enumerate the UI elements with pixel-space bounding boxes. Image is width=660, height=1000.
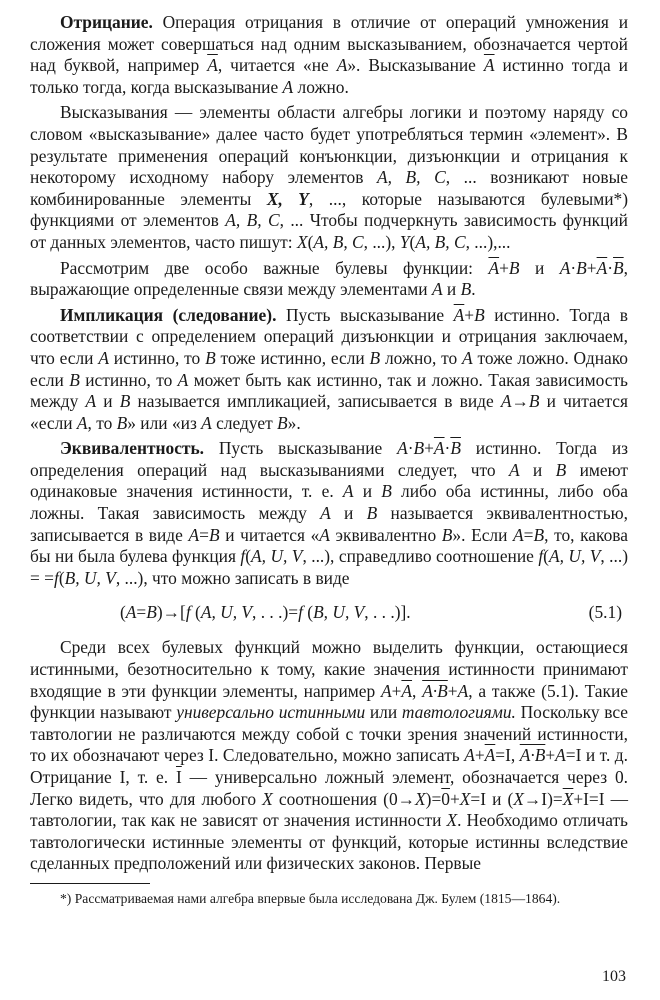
text-run: Высказывания — элементы области алгебры логики и поэтому наряду со словом «высказывание» далее часто будет употребляться термин «элемент». В результате применения операций конъюнкции, дизъюнкции и отрицания к некоторому исходному набору элементов [30, 102, 628, 188]
text-run: , то [87, 412, 117, 433]
text-run: , а также (5.1). Такие функции называют [30, 680, 628, 723]
text-run: $\overline{A}$ [488, 257, 500, 278]
text-run: A [85, 391, 97, 412]
text-run: =I, [495, 745, 520, 766]
text-run: =I и ( [470, 788, 514, 809]
text-run: . [471, 279, 476, 300]
text-run: $\overline{A}$ [484, 745, 496, 766]
paragraph-implication [30, 305, 628, 435]
text-run: Среди всех булевых функций можно выделить функции, остающиеся истинными, безотносительно к тому, какие значения истинности принимают входящие в эти функции элементы, например [30, 637, 628, 701]
text-run: f [538, 546, 544, 567]
paragraph-equivalence [30, 438, 628, 589]
text-run: , . . .)= [252, 602, 299, 623]
text-run: тоже истинно, если [215, 347, 370, 368]
text-run: A [555, 745, 566, 766]
text-run: + [449, 788, 460, 809]
text-run: X [296, 231, 308, 252]
text-run: B [69, 369, 80, 390]
text-run: , [412, 680, 423, 701]
text-run: B [441, 524, 453, 545]
text-run: истинно. Тогда из определения операций над высказываниями следует, что [30, 438, 628, 480]
text-run: имеют одинаковые значения истинности, т. е. [30, 459, 628, 502]
text-run: ложно, то [380, 347, 462, 368]
text-run: $\overline{A}$ [207, 55, 218, 76]
text-run: + [391, 680, 402, 701]
text-run: , ...),... [465, 231, 511, 252]
text-run: B [381, 481, 392, 502]
text-run: , ... возникают новые комбинированные элементы [30, 167, 628, 209]
text-run: и [519, 459, 556, 480]
text-run: · [570, 257, 577, 278]
text-run: , ...), справедливо соотношение [302, 546, 539, 567]
equation-5-1 [30, 601, 628, 623]
text-run: называется импликацией, записывается в виде [130, 391, 501, 412]
text-run: + [545, 745, 556, 766]
text-run: , читается «не [217, 55, 337, 76]
text-run: $\overline{A}$ [596, 257, 608, 278]
text-run: B, U, V [313, 602, 365, 623]
text-run: ( [409, 231, 416, 252]
text-run: соотношения (0→ [272, 788, 416, 809]
text-run: или [365, 702, 402, 723]
text-run: A, U, V [251, 546, 303, 567]
text-run: ( [58, 567, 65, 588]
text-run: A [336, 55, 348, 76]
text-run: + [424, 438, 434, 459]
text-run: и [519, 257, 560, 278]
text-run: A [342, 481, 354, 502]
text-run: ложно. [293, 76, 349, 97]
text-run: истинно, то [79, 369, 178, 390]
text-run: f [240, 546, 246, 567]
text-run: — универсально ложный элемент, обозначается через 0. Легко видеть, что для любого [30, 767, 628, 809]
text-run: тоже ложно. Однако если [30, 347, 628, 390]
text-run: A [177, 369, 189, 390]
text-run: A [282, 76, 294, 97]
text-run: A·B [519, 745, 546, 766]
text-run: A [98, 347, 109, 368]
text-run: f [185, 602, 191, 623]
text-run: A [319, 524, 330, 545]
text-run: X [513, 788, 524, 809]
text-run: ( [543, 546, 549, 567]
text-run: A [201, 412, 212, 433]
text-run: · [444, 438, 451, 459]
text-run: 0 [441, 788, 450, 809]
text-run: B [119, 391, 131, 412]
paragraph-tautologies [30, 637, 628, 875]
text-run: , то, какова бы ни была булева функция [30, 524, 628, 567]
text-run: Операция отрицания в отличие от операций умножения и сложения может совершаться над одним высказыванием, обозначается чертой над буквой, например [30, 12, 628, 76]
text-run: Эквивалентность. [60, 438, 205, 459]
text-run: , выражающие определенные связи между элементами [30, 257, 628, 300]
text-run: A [76, 412, 88, 433]
text-run: следует [211, 412, 278, 433]
text-run: . Необходимо отличать тавтологически истинные элементы от функций, которые истинны вследствие сделанных предположений или физических законов. Первые [30, 810, 628, 874]
text-run: =I и т. д. Отрицание I, т. е. [30, 745, 628, 787]
text-run: либо оба истинны, либо оба ложны. Такая зависимость между [30, 481, 628, 524]
text-run: + [586, 257, 597, 278]
text-run: B [508, 257, 520, 278]
text-run: Y [399, 231, 410, 252]
paragraph-two-functions [30, 258, 628, 301]
text-run: B [533, 524, 545, 545]
page-number: 103 [602, 968, 626, 985]
text-run: A [320, 503, 331, 524]
text-run: и читается «если [30, 391, 628, 433]
text-run: · [407, 438, 414, 459]
text-run: ». Высказывание [347, 55, 484, 76]
text-run: B [208, 524, 220, 545]
text-run: Импликация (следование). [60, 304, 277, 325]
text-run: A [125, 602, 137, 623]
text-run: ( [120, 602, 126, 623]
text-run: A, B, C [225, 210, 280, 231]
footnote-divider [30, 883, 150, 884]
text-run: ( [307, 231, 314, 252]
text-run: f [298, 602, 303, 623]
text-run: , ...), [363, 231, 400, 252]
text-run: A [397, 438, 408, 459]
text-run: $\overline{A}$ [401, 680, 413, 701]
text-run: A, B, C [377, 167, 446, 188]
text-run: X [262, 788, 273, 809]
text-run: , ... Чтобы подчеркнуть зависимость функций от данных элементов, часто пишут: [30, 210, 628, 252]
text-run: ( [302, 602, 314, 623]
text-run: Поскольку все тавтологии не различаются между собой с точки зрения значений истинности, то их обозначают через I. Следовательно, можно записать [30, 702, 628, 766]
text-run: A, U, V [200, 602, 253, 623]
paragraph-negation [30, 12, 628, 98]
text-run: $\overline{B}$ [613, 257, 624, 278]
text-run: A, B, C [313, 231, 364, 252]
text-run: B [528, 391, 540, 412]
text-run: тавтологиями. [401, 702, 516, 723]
text-run: ( [190, 602, 201, 623]
text-run: X [446, 810, 458, 831]
text-run: эквивалентно [329, 524, 442, 545]
text-run: B, U, V [64, 567, 116, 588]
text-run: Пусть высказывание [276, 304, 454, 325]
text-run: » или «из [127, 412, 202, 433]
text-run: Рассмотрим две особо важные булевы функции: [60, 257, 489, 278]
text-run: называется эквивалентностью, записывается в виде [30, 503, 628, 545]
paragraph-statements-elements [30, 102, 628, 253]
text-run: A [431, 279, 443, 300]
text-run: и [442, 279, 461, 300]
text-run: , ...), что можно записать в виде [115, 567, 350, 588]
text-run: A [457, 680, 469, 701]
text-run: + [499, 257, 509, 278]
text-run: = [136, 602, 147, 623]
text-run: +I=I — тавтологии, так как не зависят от значения истинности [30, 788, 628, 831]
text-run: A, U, V [548, 546, 601, 567]
text-run: и [330, 503, 367, 524]
text-run: ( [245, 546, 252, 567]
text-run: может быть как истинно, так и ложно. Такая зависимость между [30, 369, 628, 412]
footnote: *) Рассматриваемая нами алгебра впервые была исследована Дж. Булем (1815—1864). [60, 890, 561, 906]
text-run: $\overline{X}$ [562, 788, 574, 809]
text-run: A [188, 524, 200, 545]
text-run: X [415, 788, 426, 809]
text-run: + [474, 745, 485, 766]
text-run: A, B, C [415, 231, 466, 252]
text-run: истинно. Тогда в соответствии с определением операций дизъюнкции и отрицания заключаем, что если [30, 304, 629, 368]
text-run: A [462, 347, 473, 368]
text-run: A [500, 391, 512, 412]
equation-body [120, 602, 411, 622]
text-run: Пусть высказывание [204, 438, 398, 459]
text-run: истинно тогда и только тогда, когда высказывание [30, 55, 628, 97]
text-run: )→[ [156, 602, 186, 623]
text-run: + [464, 304, 475, 325]
equation-number: (5.1) [588, 602, 622, 623]
text-run: $\overline{A}$ [433, 438, 445, 459]
text-run: B [369, 347, 381, 368]
text-run: · [607, 257, 614, 278]
text-run: и [353, 481, 382, 502]
text-run: $\overline{A}$ [453, 304, 465, 325]
text-run: → [511, 391, 529, 412]
text-run: ». [287, 412, 301, 433]
text-run: f [53, 567, 59, 588]
text-run: B [366, 503, 378, 524]
text-run: )= [425, 788, 442, 809]
text-run: B [555, 459, 567, 480]
text-run: и [96, 391, 120, 412]
text-run: B [205, 347, 216, 368]
text-run: X, Y [266, 188, 309, 209]
text-run: Отрицание. [60, 12, 153, 32]
text-run: B [413, 438, 425, 459]
text-run: + [447, 680, 458, 701]
text-run: B [576, 257, 587, 278]
text-run: →I)= [523, 788, 563, 809]
text-run: B [474, 304, 485, 325]
text-run: $\overline{B}$ [450, 438, 461, 459]
text-run: A [464, 745, 475, 766]
text-run: A [380, 680, 392, 701]
text-run: X [459, 788, 471, 809]
text-run: A [513, 524, 524, 545]
text-run: и читается « [219, 524, 320, 545]
text-run: = [523, 524, 534, 545]
text-run: $\overline{A}$ [483, 55, 495, 76]
text-run: B [116, 412, 128, 433]
text-run: , ..., которые называются булевыми*) функциями от элементов [30, 188, 629, 231]
text-run: ». Если [452, 524, 514, 545]
text-run: , ...) = = [30, 546, 628, 588]
text-run: истинно, то [108, 347, 206, 368]
text-run: универсально истинными [176, 702, 366, 723]
text-run: A [559, 257, 571, 278]
text-run: B [277, 412, 288, 433]
text-run: A [508, 459, 520, 480]
text-run: B [460, 279, 472, 300]
text-run: = [199, 524, 209, 545]
text-run: A·B [422, 680, 448, 701]
text-run: $\overline{I}$ [175, 767, 182, 787]
text-run: , . . .)]. [364, 602, 411, 623]
text-run: B [146, 602, 157, 623]
